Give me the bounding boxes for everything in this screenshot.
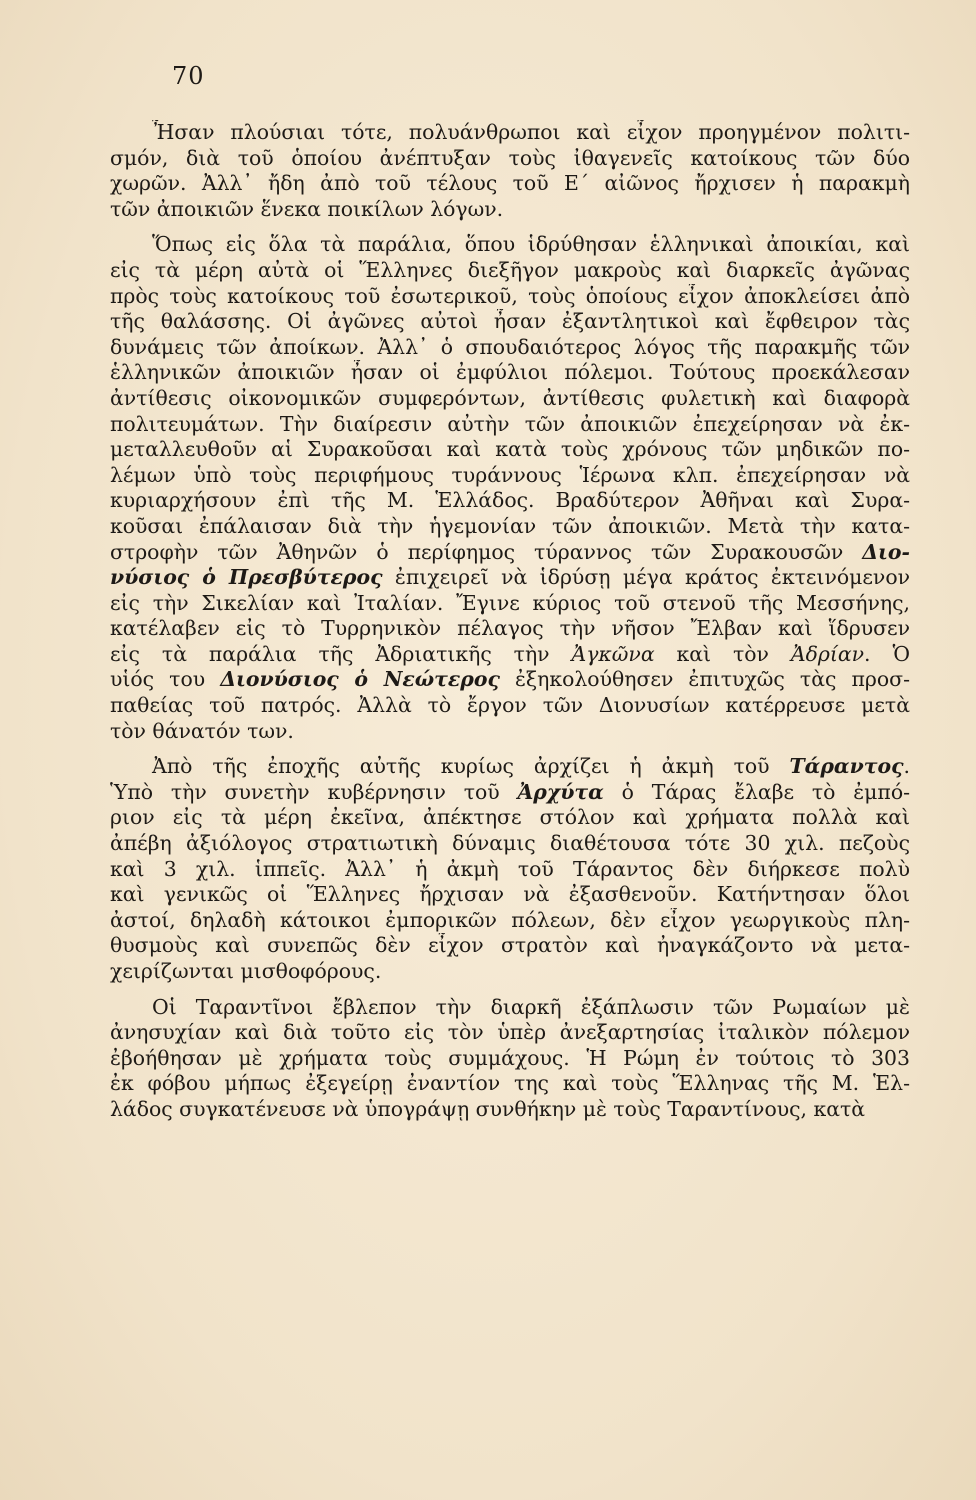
- paragraph: [110, 995, 910, 1123]
- text-line: θυσμοὺς καὶ συνεπῶς δὲν εἶχον στρατὸν καὶ ἠναγκάζοντο νὰ μετα-: [110, 933, 910, 958]
- text-line: ἀνησυχίαν καὶ διὰ τοῦτο εἰς τὸν ὑπὲρ ἀνεξαρτησίας ἰταλικὸν πόλεμον: [110, 1020, 910, 1045]
- emphasis-italic: Ἀδρίαν: [790, 641, 865, 666]
- paragraph: [110, 754, 910, 984]
- text-line: στροφὴν τῶν Ἀθηνῶν ὁ περίφημος τύραννος τῶν Συρακουσῶν Διο-: [110, 539, 910, 564]
- body-text: [110, 120, 910, 1133]
- text-line: λέμων ὑπὸ τοὺς περιφήμους τυράννους Ἱέρωνα κλπ. ἐπεχείρησαν νὰ: [110, 462, 910, 487]
- text-line: Ὑπὸ τὴν συνετὴν κυβέρνησιν τοῦ Ἀρχύτα ὁ Τάρας ἔλαβε τὸ ἐμπό-: [110, 779, 910, 804]
- text-line: Ἦσαν πλούσιαι τότε, πολυάνθρωποι καὶ εἶχον προηγμένον πολιτι-: [152, 120, 910, 144]
- text-line: ριον εἰς τὰ μέρη ἐκεῖνα, ἀπέκτησε στόλον καὶ χρήματα πολλὰ καὶ: [110, 805, 910, 830]
- emphasis-bold: νύσιος ὁ Πρεσβύτερος: [110, 565, 383, 590]
- text-line: ἑλληνικῶν ἀποικιῶν ἦσαν οἱ ἐμφύλιοι πόλεμοι. Τούτους προεκάλεσαν: [110, 360, 910, 385]
- text-line: καὶ γενικῶς οἱ Ἕλληνες ἤρχισαν νὰ ἐξασθενοῦν. Κατήντησαν ὅλοι: [110, 882, 910, 907]
- text-line: κατέλαβεν εἰς τὸ Τυρρηνικὸν πέλαγος τὴν νῆσον Ἔλβαν καὶ ἵδρυσεν: [110, 616, 910, 641]
- emphasis-bold: Διο-: [862, 539, 910, 564]
- paragraph: [110, 120, 910, 222]
- paragraph: [110, 232, 910, 744]
- text-line: δυνάμεις τῶν ἀποίκων. Ἀλλ᾽ ὁ σπουδαιότερος λόγος τῆς παρακμῆς τῶν: [110, 334, 910, 359]
- page-number: 70: [172, 62, 205, 90]
- text-line: κοῦσαι ἐπάλαισαν διὰ τὴν ἡγεμονίαν τῶν ἀποικιῶν. Μετὰ τὴν κατα-: [110, 513, 910, 538]
- text-line: πολιτευμάτων. Τὴν διαίρεσιν αὐτὴν τῶν ἀποικιῶν ἐπεχείρησαν νὰ ἐκ-: [110, 411, 910, 436]
- text-line: τῶν ἀποικιῶν ἕνεκα ποικίλων λόγων.: [110, 196, 504, 221]
- emphasis-bold: Διονύσιος ὁ Νεώτερος: [220, 667, 500, 692]
- text-line: ἐβοήθησαν μὲ χρήματα τοὺς συμμάχους. Ἡ Ρώμη ἐν τούτοις τὸ 303: [110, 1045, 910, 1070]
- text-line: ἀντίθεσις οἰκονομικῶν συμφερόντων, ἀντίθεσις φυλετικὴ καὶ διαφορὰ: [110, 385, 910, 410]
- text-line: Οἱ Ταραντῖνοι ἔβλεπον τὴν διαρκῆ ἐξάπλωσιν τῶν Ρωμαίων μὲ: [152, 994, 910, 1019]
- emphasis-italic: Ἀγκῶνα: [571, 641, 655, 666]
- text-line: εἰς τὰ παράλια τῆς Ἀδριατικῆς τὴν Ἀγκῶνα καὶ τὸν Ἀδρίαν. Ὁ: [110, 641, 910, 666]
- text-line: μεταλλευθοῦν αἱ Συρακοῦσαι καὶ κατὰ τοὺς χρόνους τῶν μηδικῶν πο-: [110, 437, 910, 462]
- text-line: σμόν, διὰ τοῦ ὁποίου ἀνέπτυξαν τοὺς ἰθαγενεῖς κατοίκους τῶν δύο: [110, 145, 910, 170]
- text-line: ἐκ φόβου μήπως ἐξεγείρῃ ἐναντίον της καὶ τοὺς Ἕλληνας τῆς Μ. Ἑλ-: [110, 1071, 910, 1096]
- text-line: τῆς θαλάσσης. Οἱ ἀγῶνες αὐτοὶ ἦσαν ἐξαντλητικοὶ καὶ ἔφθειρον τὰς: [110, 309, 910, 334]
- text-line: πρὸς τοὺς κατοίκους τοῦ ἐσωτερικοῦ, τοὺς ὁποίους εἶχον ἀποκλείσει ἀπὸ: [110, 283, 910, 308]
- emphasis-bold: Τάραντος: [789, 754, 904, 779]
- text-line: χωρῶν. Ἀλλ᾽ ἤδη ἀπὸ τοῦ τέλους τοῦ Ε΄ αἰῶνος ἤρχισεν ἡ παρακμὴ: [110, 171, 910, 196]
- text-line: λάδος συγκατένευσε νὰ ὑπογράψῃ συνθήκην μὲ τοὺς Ταραντίνους, κατὰ: [110, 1096, 866, 1121]
- text-line: χειρίζωνται μισθοφόρους.: [110, 959, 382, 983]
- text-line: Ἀπὸ τῆς ἐποχῆς αὐτῆς κυρίως ἀρχίζει ἡ ἀκμὴ τοῦ Τάραντος.: [152, 754, 910, 779]
- text-line: ἀστοί, δηλαδὴ κάτοικοι ἐμπορικῶν πόλεων, δὲν εἶχον γεωργικοὺς πλη-: [110, 907, 910, 932]
- emphasis-bold: Ἀρχύτα: [517, 779, 604, 804]
- text-line: εἰς τὴν Σικελίαν καὶ Ἰταλίαν. Ἔγινε κύριος τοῦ στενοῦ τῆς Μεσσήνης,: [110, 590, 910, 615]
- text-line: νύσιος ὁ Πρεσβύτερος ἐπιχειρεῖ νὰ ἱδρύσῃ μέγα κράτος ἐκτεινόμενον: [110, 565, 910, 590]
- text-line: τὸν θάνατόν των.: [110, 718, 294, 743]
- text-line: Ὅπως εἰς ὅλα τὰ παράλια, ὅπου ἱδρύθησαν ἑλληνικαὶ ἀποικίαι, καὶ: [152, 232, 910, 257]
- text-line: εἰς τὰ μέρη αὐτὰ οἱ Ἕλληνες διεξῆγον μακροὺς καὶ διαρκεῖς ἀγῶνας: [110, 257, 910, 282]
- text-line: υἱός του Διονύσιος ὁ Νεώτερος ἐξηκολούθησεν ἐπιτυχῶς τὰς προσ-: [110, 667, 910, 692]
- text-line: κυριαρχήσουν ἐπὶ τῆς Μ. Ἑλλάδος. Βραδύτερον Ἀθῆναι καὶ Συρα-: [110, 488, 910, 513]
- text-line: παθείας τοῦ πατρός. Ἀλλὰ τὸ ἔργον τῶν Διονυσίων κατέρρευσε μετὰ: [110, 693, 910, 718]
- text-line: καὶ 3 χιλ. ἱππεῖς. Ἀλλ᾽ ἡ ἀκμὴ τοῦ Τάραντος δὲν διήρκεσε πολὺ: [110, 856, 910, 881]
- text-line: ἀπέβη ἀξιόλογος στρατιωτικὴ δύναμις διαθέτουσα τότε 30 χιλ. πεζοὺς: [110, 831, 910, 856]
